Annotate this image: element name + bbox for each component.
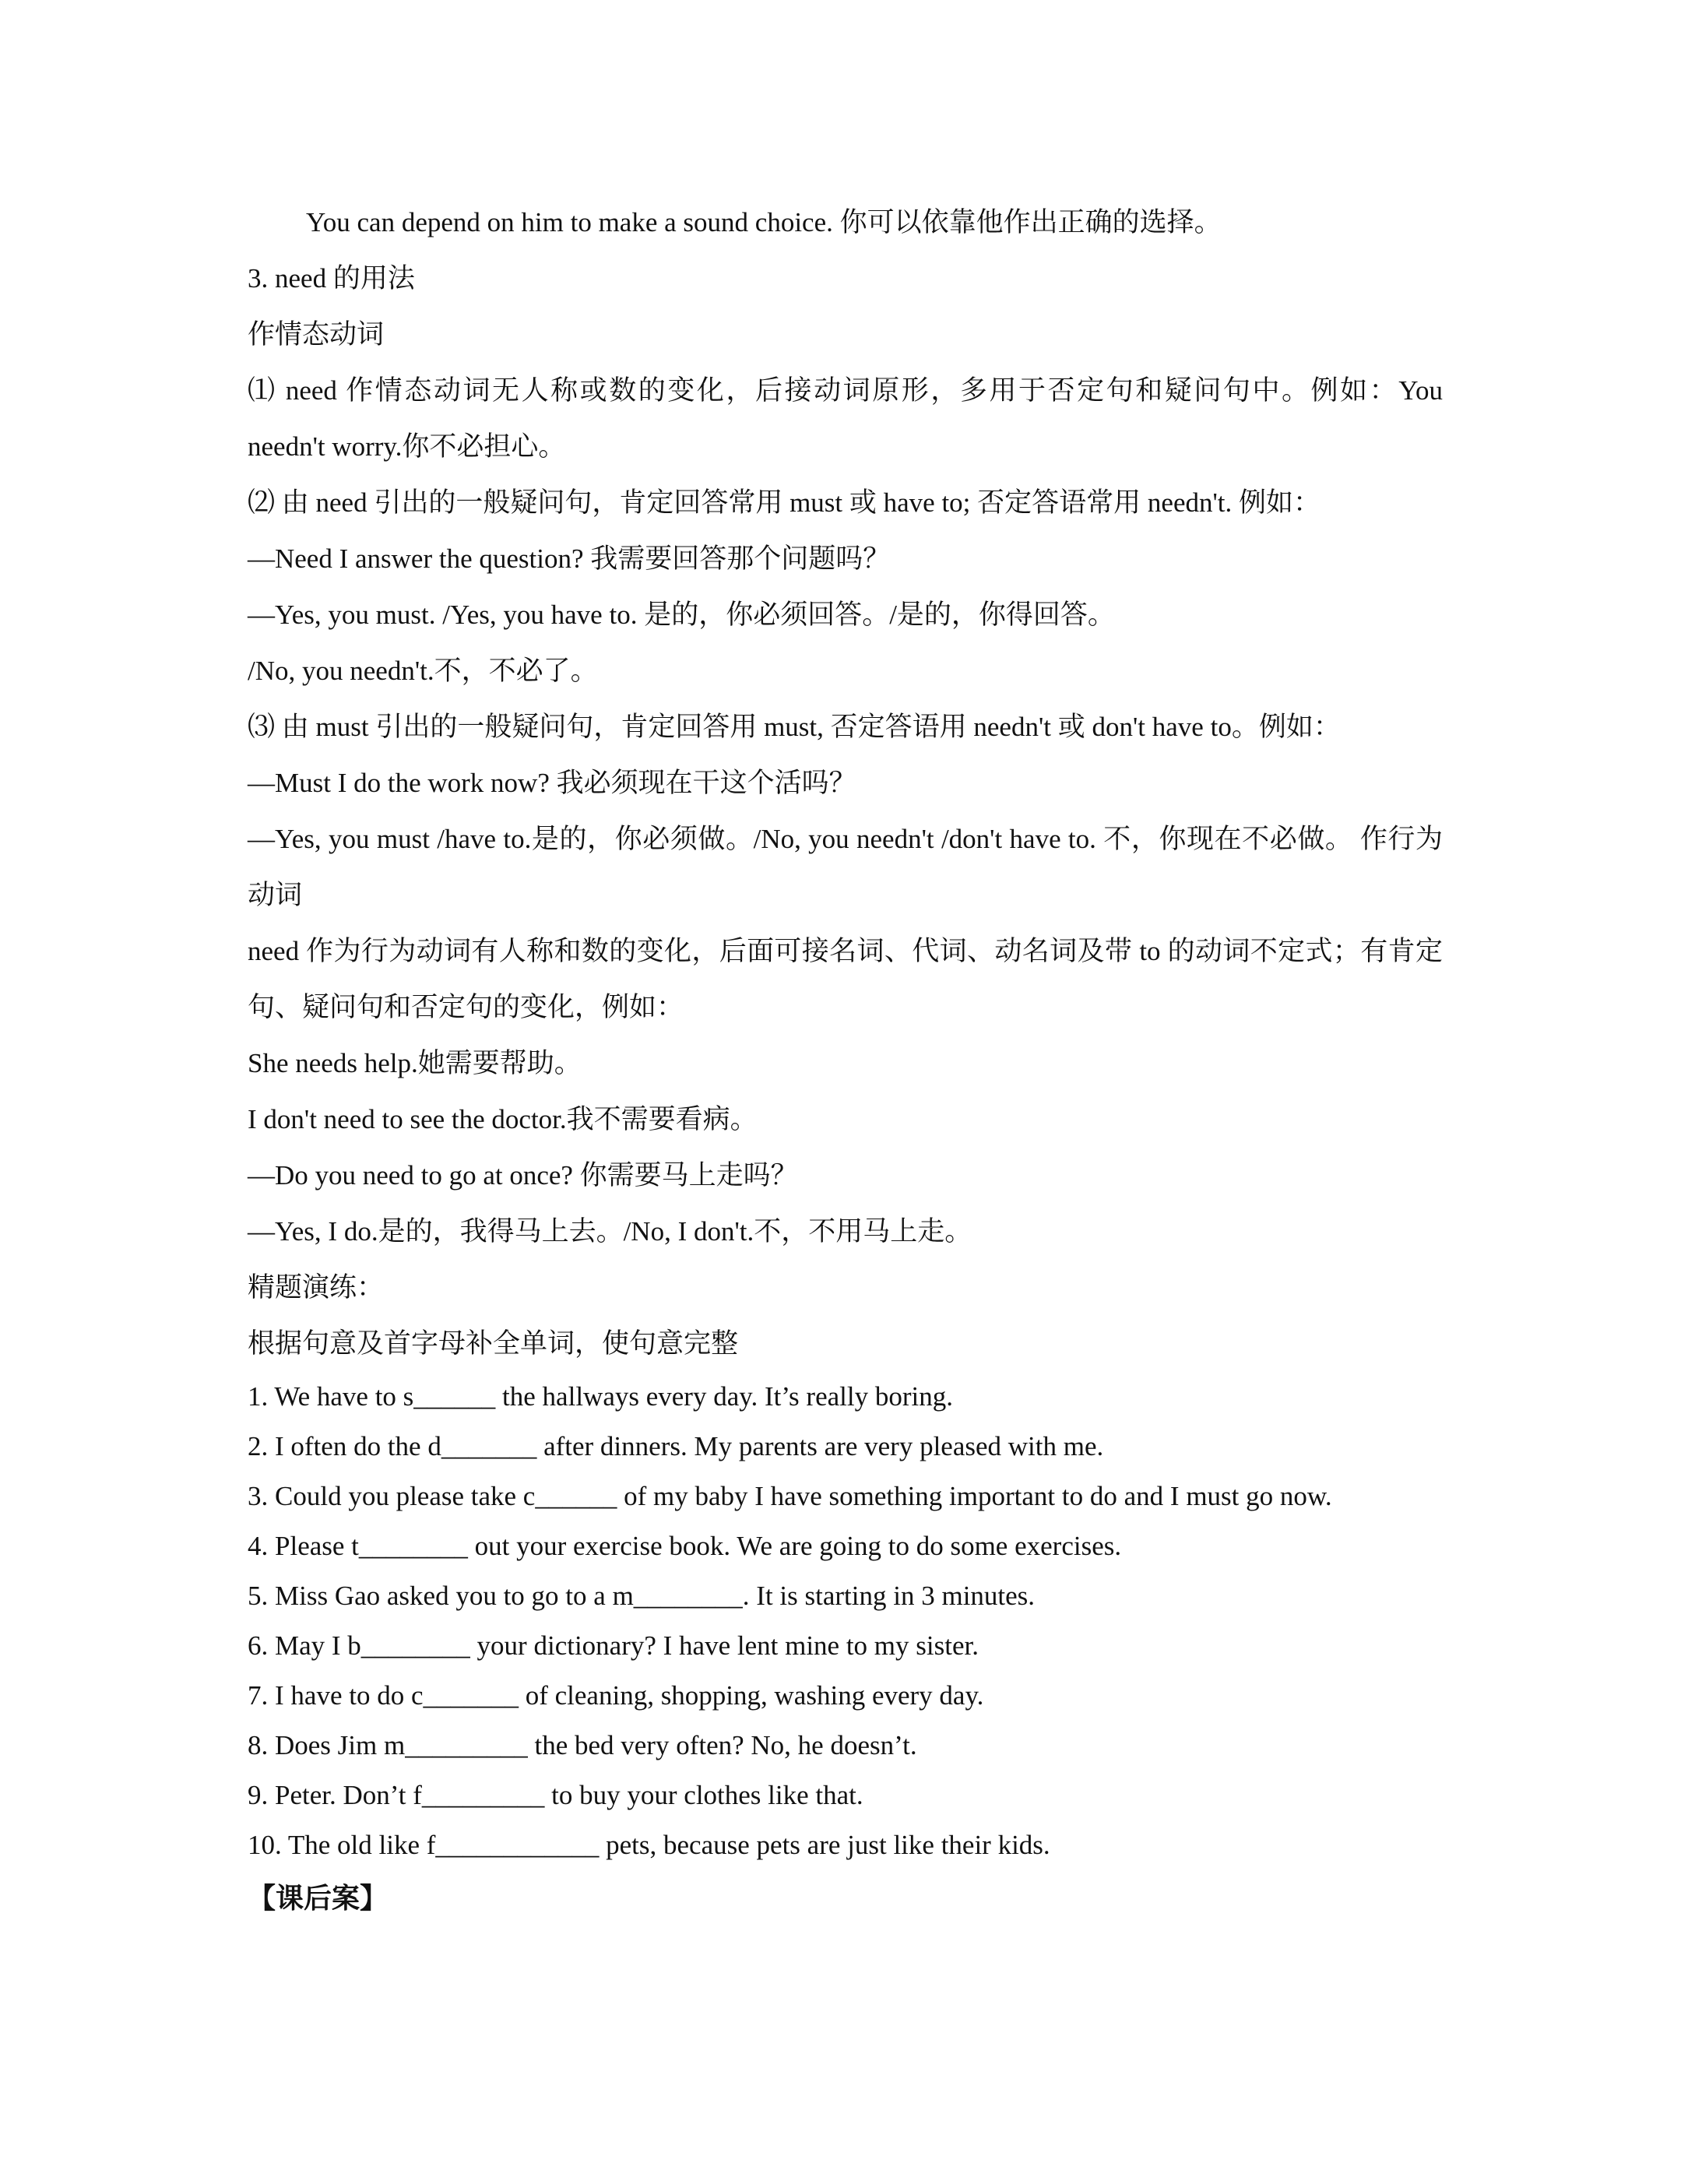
exercise-item: 4. Please t________ out your exercise book. We are going to do some exercises. bbox=[248, 1531, 1122, 1561]
rule-3: ⑶ 由 must 引出的一般疑问句，肯定回答用 must, 否定答语用 needn't 或 don't have to。例如： bbox=[248, 712, 1341, 742]
exercise-item: 8. Does Jim m_________ the bed very often? No, he doesn’t. bbox=[248, 1730, 917, 1760]
rule-2-answer-positive: —Yes, you must. /Yes, you have to. 是的，你必须回答。/是的，你得回答。 bbox=[248, 600, 1115, 630]
rule-1: ⑴ need 作情态动词无人称或数的变化，后接动词原形，多用于否定句和疑问句中。例如：You needn't worry.你不必担心。 bbox=[248, 375, 1443, 462]
section-title: 3. need 的用法 bbox=[248, 263, 415, 294]
action-verb-rule: need 作为行为动词有人称和数的变化，后面可接名词、代词、动名词及带 to 的动词不定式；有肯定句、疑问句和否定句的变化，例如： bbox=[248, 936, 1443, 1022]
practice-title: 精题演练： bbox=[248, 1272, 385, 1303]
exercise-item: 5. Miss Gao asked you to go to a m________. It is starting in 3 minutes. bbox=[248, 1581, 1036, 1611]
exercise-item: 9. Peter. Don’t f_________ to buy your clothes like that. bbox=[248, 1780, 863, 1810]
intro-example: You can depend on him to make a sound choice. 你可以依靠他作出正确的选择。 bbox=[306, 207, 1222, 237]
rule-2-answer-negative: /No, you needn't.不，不必了。 bbox=[248, 656, 598, 686]
exercise-item: 7. I have to do c_______ of cleaning, shopping, washing every day. bbox=[248, 1680, 984, 1711]
exercise-item: 10. The old like f____________ pets, because pets are just like their kids. bbox=[248, 1830, 1050, 1860]
action-verb-example-2: I don't need to see the doctor.我不需要看病。 bbox=[248, 1104, 758, 1134]
action-verb-example-4: —Yes, I do.是的，我得马上去。/No, I don't.不，不用马上走。 bbox=[248, 1216, 972, 1247]
action-verb-example-3: —Do you need to go at once? 你需要马上走吗？ bbox=[248, 1160, 798, 1190]
rule-2: ⑵ 由 need 引出的一般疑问句，肯定回答常用 must 或 have to; 否定答语常用 needn't. 例如： bbox=[248, 487, 1321, 518]
action-verb-example-1: She needs help.她需要帮助。 bbox=[248, 1048, 582, 1078]
practice-instruction: 根据句意及首字母补全单词，使句意完整 bbox=[248, 1328, 739, 1359]
modal-verb-title: 作情态动词 bbox=[248, 319, 385, 350]
exercise-item: 2. I often do the d_______ after dinners. My parents are very pleased with me. bbox=[248, 1431, 1104, 1461]
exercise-item: 3. Could you please take c______ of my baby I have something important to do and I must go now. bbox=[248, 1481, 1332, 1511]
document-page bbox=[248, 195, 1443, 1926]
exercise-item: 1. We have to s______ the hallways every day. It’s really boring. bbox=[248, 1381, 953, 1412]
rule-3-question: —Must I do the work now? 我必须现在干这个活吗？ bbox=[248, 768, 856, 798]
rule-3-answer: —Yes, you must /have to.是的，你必须做。/No, you needn't /don't have to. 不，你现在不必做。 作行为动词 bbox=[248, 824, 1443, 910]
exercise-list bbox=[248, 1372, 1443, 1870]
after-class-heading: 【课后案】 bbox=[248, 1883, 389, 1914]
rule-2-question: —Need I answer the question? 我需要回答那个问题吗？ bbox=[248, 543, 891, 574]
exercise-item: 6. May I b________ your dictionary? I have lent mine to my sister. bbox=[248, 1630, 979, 1661]
